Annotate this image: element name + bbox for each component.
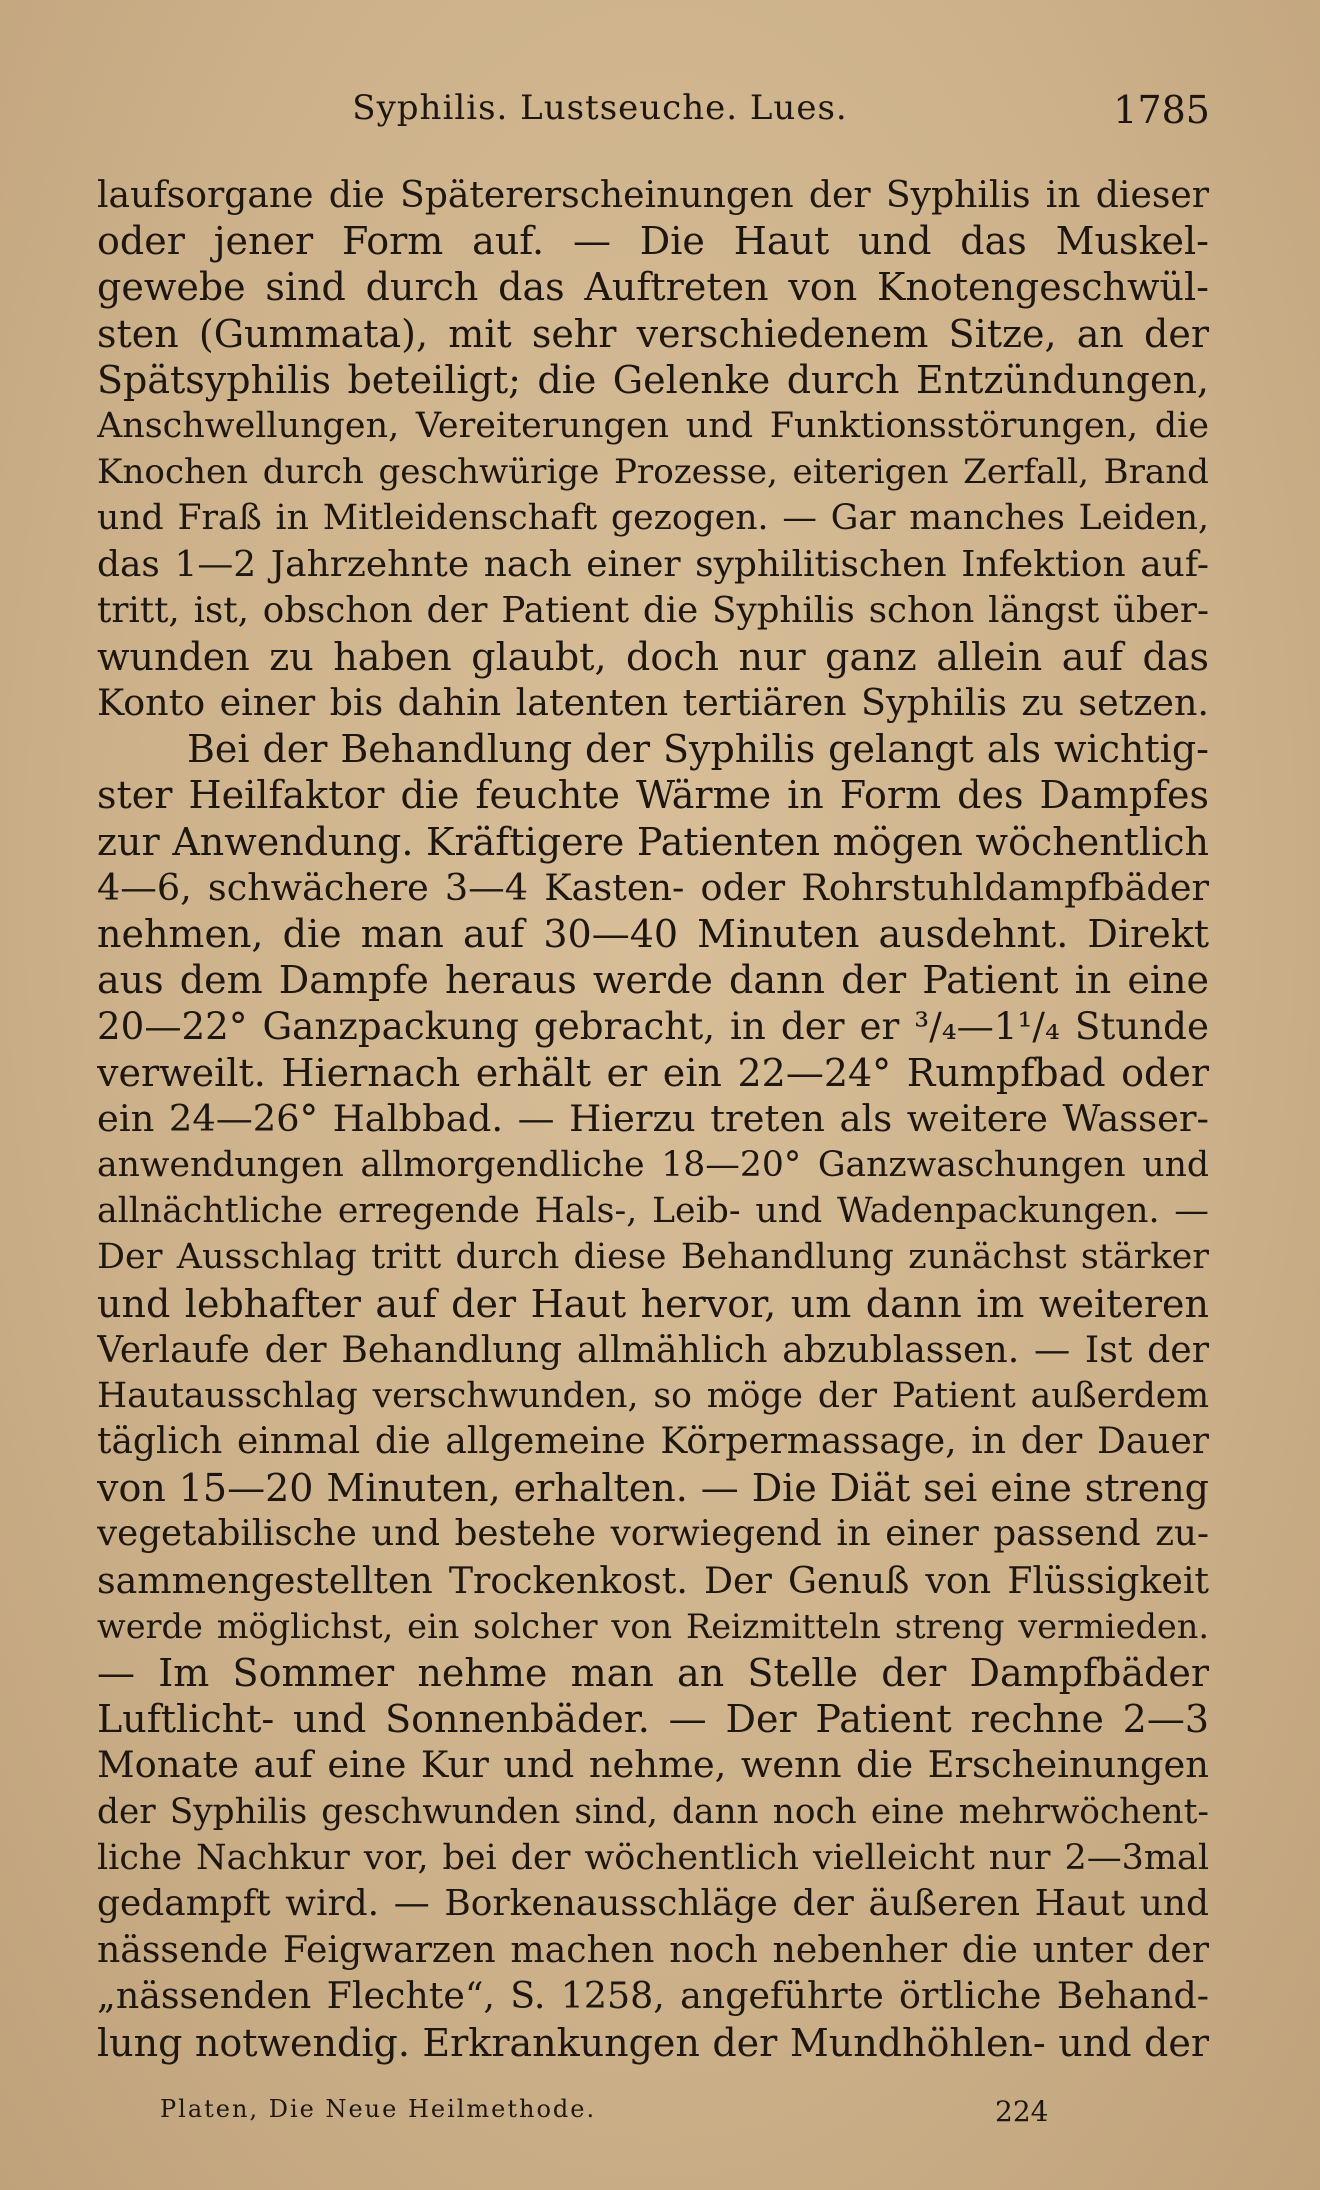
printer-signature: Platen, Die Neue Heilmethode.	[160, 2095, 597, 2123]
text-line: Konto einer bis dahin latenten tertiären Syphilis zu setzen.	[97, 681, 1209, 725]
text-line: vegetabilische und bestehe vorwiegend in einer passend zu-	[97, 1513, 1209, 1555]
text-line: zur Anwendung. Kräftigere Patienten mögen wöchentlich	[97, 819, 1209, 864]
text-line: täglich einmal die allgemeine Körpermassage, in der Dauer	[97, 1421, 1209, 1463]
text-line: werde möglichst, ein solcher von Reizmitteln streng vermieden.	[97, 1606, 1209, 1646]
text-line: der Syphilis geschwunden sind, dann noch eine mehrwöchent-	[97, 1791, 1209, 1832]
text-line: tritt, ist, obschon der Patient die Syphilis schon längst über-	[97, 589, 1209, 631]
text-line: Knochen durch geschwürige Prozesse, eiterigen Zerfall, Brand	[97, 452, 1209, 493]
text-line: nehmen, die man auf 30—40 Minuten ausdehnt. Direkt	[97, 912, 1209, 956]
text-line: aus dem Dampfe heraus werde dann der Patient in eine	[97, 958, 1209, 1003]
text-line: ein 24—26° Halbbad. — Hierzu treten als weitere Wasser-	[97, 1096, 1209, 1140]
text-line: allnächtliche erregende Hals-, Leib- und Wadenpackungen. —	[97, 1191, 1209, 1232]
text-line: laufsorgane die Spätererscheinungen der Syphilis in dieser	[97, 173, 1209, 216]
text-line: oder jener Form auf. — Die Haut und das Muskel-	[97, 219, 1209, 264]
page-footer	[160, 2095, 1060, 2135]
text-line: verweilt. Hiernach erhält er ein 22—24° Rumpfbad oder	[97, 1050, 1209, 1095]
page-number: 1785	[1113, 88, 1210, 132]
running-head	[100, 88, 1210, 138]
text-line: das 1—2 Jahrzehnte nach einer syphilitischen Infektion auf-	[97, 543, 1209, 585]
text-line: Der Ausschlag tritt durch diese Behandlung zunächst stärker	[97, 1237, 1209, 1278]
text-line: liche Nachkur vor, bei der wöchentlich vielleicht nur 2—3mal	[97, 1837, 1209, 1878]
text-line: lung notwendig. Erkrankungen der Mundhöhlen- und der	[97, 2020, 1209, 2065]
text-line: Bei der Behandlung der Syphilis gelangt als wichtig-	[187, 727, 1209, 772]
text-line: nässende Feigwarzen machen noch nebenher die unter der	[97, 1928, 1209, 1972]
text-line: Spätsyphilis beteiligt; die Gelenke durch Entzündungen,	[97, 357, 1209, 402]
text-line: von 15—20 Minuten, erhalten. — Die Diät sei eine streng	[97, 1466, 1209, 1511]
text-line: ster Heilfaktor die feuchte Wärme in Form des Dampfes	[97, 773, 1209, 818]
text-line: gewebe sind durch das Auftreten von Knotengeschwül-	[97, 265, 1209, 310]
text-line: und lebhafter auf der Haut hervor, um dann im weiteren	[97, 1281, 1209, 1326]
text-line: Verlaufe der Behandlung allmählich abzublassen. — Ist der	[97, 1327, 1209, 1371]
text-line: Luftlicht- und Sonnenbäder. — Der Patient rechne 2—3	[97, 1697, 1209, 1742]
signature-number: 224	[995, 2095, 1049, 2128]
text-line: Monate auf eine Kur und nehme, wenn die Erscheinungen	[97, 1743, 1209, 1787]
text-line: Anschwellungen, Vereiterungen und Funktionsstörungen, die	[97, 405, 1209, 446]
text-line: 20—22° Ganzpackung gebracht, in der er ³/₄—1¹/₄ Stunde	[97, 1004, 1209, 1049]
running-title: Syphilis. Lustseuche. Lues.	[352, 88, 848, 128]
text-line: sammengestellten Trockenkost. Der Genuß von Flüssigkeit	[97, 1558, 1209, 1602]
text-line: Hautausschlag verschwunden, so möge der Patient außerdem	[97, 1375, 1209, 1416]
text-line: „nässenden Flechte“, S. 1258, angeführte örtliche Behand-	[97, 1974, 1209, 2018]
text-line: wunden zu haben glaubt, doch nur ganz allein auf das	[97, 634, 1209, 679]
text-line: anwendungen allmorgendliche 18—20° Ganzwaschungen und	[97, 1144, 1209, 1185]
body-text	[97, 172, 1209, 2066]
text-line: 4—6, schwächere 3—4 Kasten- oder Rohrstuhldampfbäder	[97, 865, 1209, 909]
text-line: und Fraß in Mitleidenschaft gezogen. — Gar manches Leiden,	[97, 498, 1209, 539]
text-line: — Im Sommer nehme man an Stelle der Dampfbäder	[97, 1651, 1209, 1695]
text-line: gedampft wird. — Borkenausschläge der äußeren Haut und	[97, 1882, 1209, 1924]
text-line: sten (Gummata), mit sehr verschiedenem Sitze, an der	[97, 311, 1209, 356]
